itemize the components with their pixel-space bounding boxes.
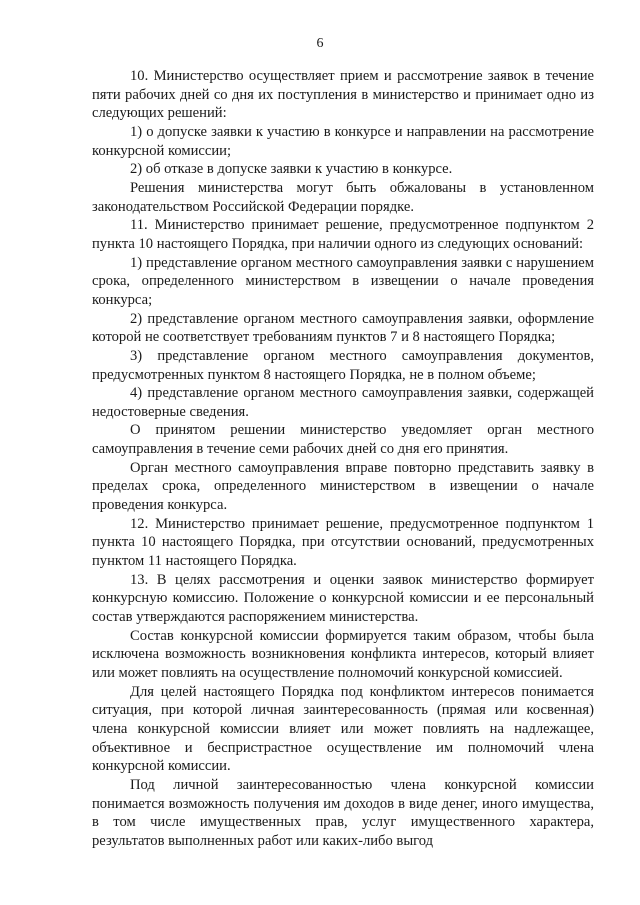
- paragraph-11-item-1: 1) представление органом местного самоуправления заявки с нарушением срока, определенного министерством в извещении о начале проведения конкурса;: [92, 254, 594, 308]
- paragraph-13-composition: Состав конкурсной комиссии формируется таким образом, чтобы была исключена возможность возникновения конфликта интересов, который влияет или может повлиять на осуществление полномочий конкурсной комиссией.: [92, 627, 594, 681]
- paragraph-10-item-1: 1) о допуске заявки к участию в конкурсе и направлении на рассмотрение конкурсной комиссии;: [92, 123, 594, 159]
- document-body: [92, 67, 594, 851]
- paragraph-10: 10. Министерство осуществляет прием и рассмотрение заявок в течение пяти рабочих дней со дня их поступления в министерство и принимает одно из следующих решений:: [92, 68, 594, 122]
- paragraph-11: 11. Министерство принимает решение, предусмотренное подпунктом 2 пункта 10 настоящего Порядка, при наличии одного из следующих оснований:: [92, 217, 594, 252]
- paragraph-12: 12. Министерство принимает решение, предусмотренное подпунктом 1 пункта 10 настоящего Порядка, при отсутствии оснований, предусмотренных пунктом 11 настоящего Порядка.: [92, 515, 594, 570]
- paragraph-10-appeal: Решения министерства могут быть обжалованы в установленном законодательством Российской Федерации порядке.: [92, 179, 594, 215]
- paragraph-11-item-4: 4) представление органом местного самоуправления заявки, содержащей недостоверные сведения.: [92, 385, 594, 420]
- paragraph-10-item-2: 2) об отказе в допуске заявки к участию в конкурсе.: [130, 161, 453, 178]
- page-number: 6: [316, 36, 324, 51]
- paragraph-13-personal-interest: Под личной заинтересованностью члена конкурсной комиссии понимается возможность получения им доходов в виде денег, иного имущества, в том числе имущественных прав, услуг имущественного характера, результатов выполненных работ или каких-либо выгод: [92, 776, 594, 849]
- paragraph-11-item-3: 3) представление органом местного самоуправления документов, предусмотренных пунктом 8 настоящего Порядка, не в полном объеме;: [92, 347, 594, 383]
- paragraph-13-conflict-definition: Для целей настоящего Порядка под конфликтом интересов понимается ситуация, при которой личная заинтересованность (прямая или косвенная) члена конкурсной комиссии влияет или может повлиять на надлежащее, объективное и беспристрастное осуществление им полномочий члена конкурсной комиссии.: [92, 683, 594, 775]
- paragraph-11-notice: О принятом решении министерство уведомляет орган местного самоуправления в течение семи рабочих дней со дня его принятия.: [92, 422, 594, 458]
- paragraph-11-resubmit: Орган местного самоуправления вправе повторно представить заявку в пределах срока, определенного министерством в извещении о начале проведения конкурса.: [92, 459, 594, 514]
- paragraph-13: 13. В целях рассмотрения и оценки заявок министерство формирует конкурсную комиссию. Положение о конкурсной комиссии и ее персональный состав утверждаются распоряжением министерства.: [92, 571, 594, 626]
- paragraph-11-item-2: 2) представление органом местного самоуправления заявки, оформление которой не соответствует требованиям пунктов 7 и 8 настоящего Порядка;: [92, 310, 594, 346]
